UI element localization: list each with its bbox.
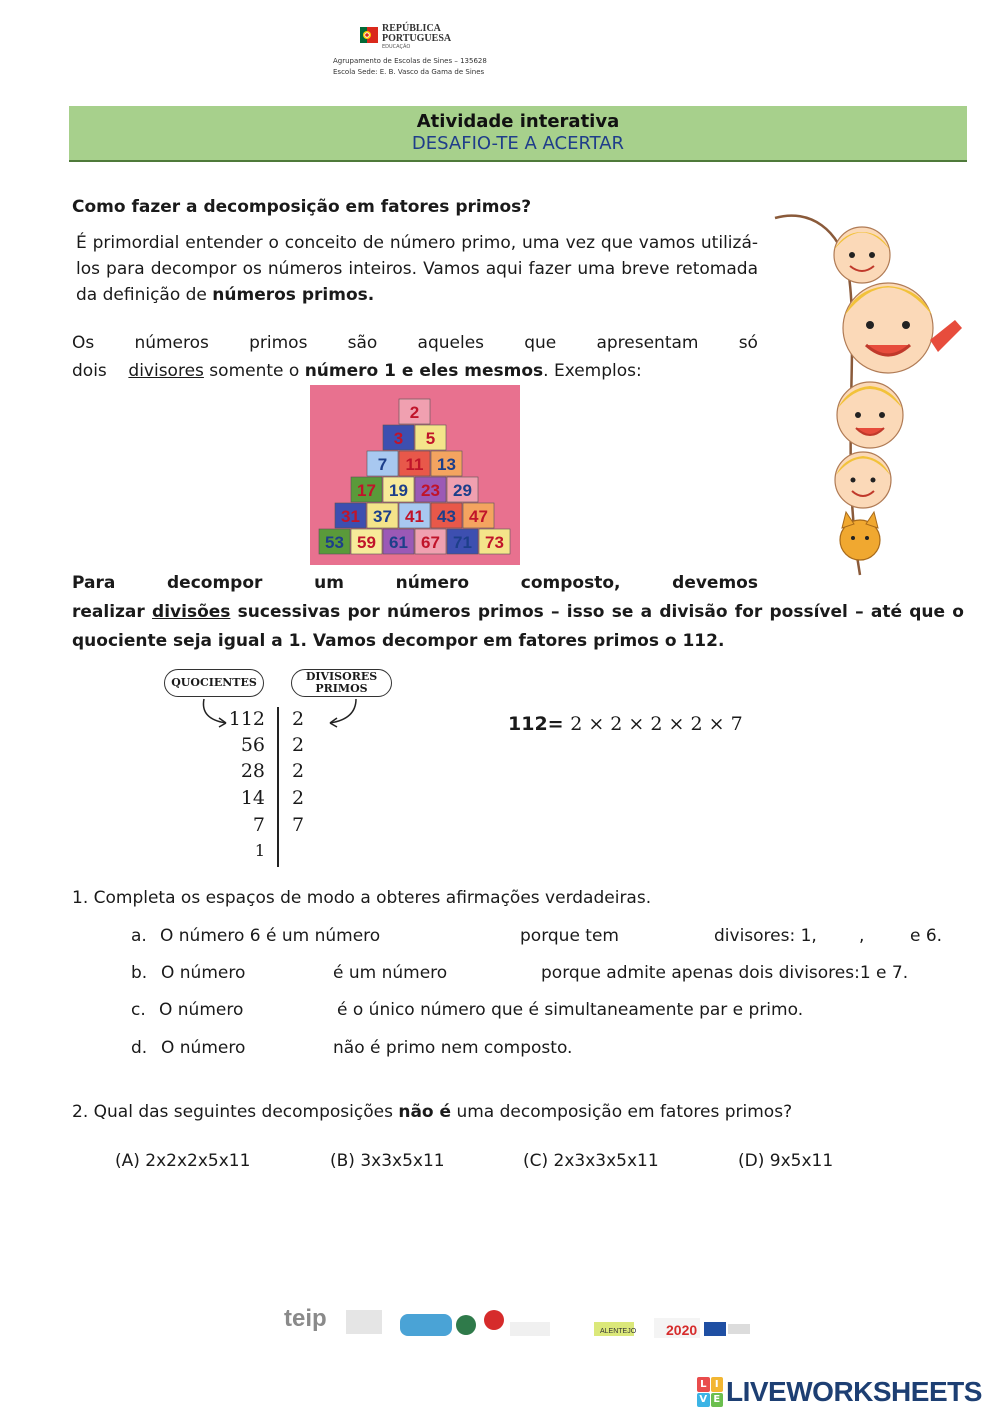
divisor-value: 7 [292,814,305,836]
pyramid-number: 29 [453,481,472,500]
word: aqueles [417,333,485,353]
pyramid-number: 61 [389,533,408,552]
quotient-value: 56 [240,734,265,756]
word: um [314,573,344,593]
pyramid-number: 37 [373,507,392,526]
pyramid-number: 41 [405,507,424,526]
item-d-text1: O número [161,1038,246,1058]
bold-text: não é [398,1102,452,1122]
pyramid-number: 47 [469,507,488,526]
divisor-value: 2 [292,787,305,809]
word: número [395,573,470,593]
ministry-label: EDUCAÇÃO [382,44,411,50]
republic-line1: REPÚBLICA [382,23,441,34]
item-b-label: b. [131,963,148,983]
school-seat: Escola Sede: E. B. Vasco da Gama de Sines [333,68,485,76]
pyramid-number: 53 [325,533,344,552]
divisors-label [291,669,392,697]
text: 2. Qual das seguintes decomposições [72,1102,399,1122]
division-line [277,707,279,867]
intro-bold: números primos. [212,285,375,305]
text: . Exemplos: [543,361,642,381]
word: dois [72,361,107,381]
word: primos [249,333,308,353]
option-a[interactable]: (A) 2x2x2x5x11 [115,1151,251,1171]
prime-pyramid [310,385,520,565]
text: sucessivas por números primos – isso se a divisão for possível – até que o quociente seja igual a 1. Vamos decompor em fatores primos o 112. [72,602,964,651]
pyramid-number: 71 [453,533,472,552]
liveworksheets-name: LIVEWORKSHEETS [726,1376,982,1407]
item-d-label: d. [131,1038,148,1058]
item-a-label: a. [131,926,147,946]
decompose-line1 [72,569,758,598]
quotient-value: 14 [240,787,265,809]
pyramid-number: 19 [389,481,408,500]
children-illustration [770,210,970,580]
item-a-text4: , [859,926,865,946]
badge-letter: V [697,1393,710,1408]
word: Os [72,333,95,353]
text: realizar [72,602,153,622]
item-c-label: c. [131,1000,146,1020]
word: decompor [167,573,263,593]
quotient-value: 112 [228,708,265,730]
republic-logo-text [382,24,451,44]
word: devemos [672,573,758,593]
divisores-link[interactable]: divisores [128,361,204,381]
option-c[interactable]: (C) 2x3x3x5x11 [523,1151,659,1171]
alentejo-logo: ALENTEJO [600,1328,637,1335]
factorization-equation [508,713,743,735]
liveworksheets-brand[interactable] [697,1375,982,1409]
pyramid-number: 3 [393,429,404,448]
liveworksheets-badge-icon [697,1377,723,1407]
option-d[interactable]: (D) 9x5x11 [738,1151,834,1171]
exercise1-prompt: 1. Completa os espaços de modo a obteres afirmações verdadeiras. [72,888,652,908]
pyramid-number: 13 [437,455,456,474]
section-heading: Como fazer a decomposição em fatores primos? [72,197,532,217]
option-b[interactable]: (B) 3x3x5x11 [330,1151,445,1171]
word: composto, [520,573,621,593]
word: apresentam [596,333,699,353]
equation-lhs: 112= [508,713,564,735]
pyramid-number: 5 [425,429,436,448]
item-b-text2: é um número [333,963,448,983]
quotients-label: QUOCIENTES [164,669,264,697]
banner-title: Atividade interativa [416,111,620,132]
badge-letter: E [711,1393,724,1408]
pyramid-number: 67 [421,533,440,552]
prime-definition [72,329,758,385]
equation-rhs: 2 × 2 × 2 × 2 × 7 [570,713,743,735]
portugal2020-logo: 2020 [666,1322,698,1338]
word: que [524,333,557,353]
intro-paragraph [76,230,758,308]
item-a-text5: e 6. [910,926,943,946]
divisoes-link[interactable]: divisões [152,602,231,622]
pyramid-number: 73 [485,533,504,552]
divisor-value: 2 [292,760,305,782]
exercise2-prompt [72,1102,792,1122]
title-banner [69,106,967,162]
item-c-text1: O número [159,1000,244,1020]
word: são [347,333,378,353]
pyramid-number: 31 [341,507,360,526]
quotient-value: 7 [252,814,265,836]
word: números [134,333,209,353]
definition-line1 [72,329,758,357]
banner-subtitle: DESAFIO-TE A ACERTAR [411,133,625,154]
divisor-value: 2 [292,734,305,756]
decompose-line2 [72,598,964,656]
text: uma decomposição em fatores primos? [451,1102,793,1122]
item-c-text2: é o único número que é simultaneamente par e primo. [337,1000,804,1020]
divisor-value: 2 [292,708,305,730]
partner-logos [282,1300,752,1342]
pyramid-number: 23 [421,481,440,500]
portugal-flag-icon [360,27,378,43]
quotient-value: 1 [254,841,265,860]
badge-letter: I [711,1377,724,1392]
word: só [738,333,758,353]
item-a-text1: O número 6 é um número [160,926,381,946]
school-group: Agrupamento de Escolas de Sines – 135628 [333,57,487,65]
bold-text: número 1 e eles mesmos [304,361,544,381]
item-b-text1: O número [161,963,246,983]
pyramid-number: 11 [405,455,424,474]
definition-line2 [72,357,758,385]
pyramid-number: 59 [357,533,376,552]
text: somente o [203,361,305,381]
pyramid-number: 2 [409,403,420,422]
badge-letter: L [697,1377,710,1392]
divisors-label-line1: DIVISORES [305,670,378,683]
word: Para [72,573,116,593]
item-a-text3: divisores: 1, [714,926,817,946]
item-b-text3: porque admite apenas dois divisores:1 e 7. [541,963,909,983]
item-d-text2: não é primo nem composto. [333,1038,573,1058]
quotient-value: 28 [240,760,265,782]
intro-text: É primordial entender o conceito de número primo, uma vez que vamos utilizá-los para decompor os números inteiros. Vamos aqui fazer uma breve retomada da definição de [76,233,758,305]
decompose-paragraph [72,569,964,656]
teip-logo: teip [284,1305,327,1332]
pyramid-number: 7 [377,455,388,474]
pyramid-number: 17 [357,481,376,500]
republic-line2: PORTUGUESA [382,33,452,44]
pyramid-number: 43 [437,507,456,526]
divisors-label-line2: PRIMOS [315,682,368,695]
item-a-text2: porque tem [520,926,619,946]
